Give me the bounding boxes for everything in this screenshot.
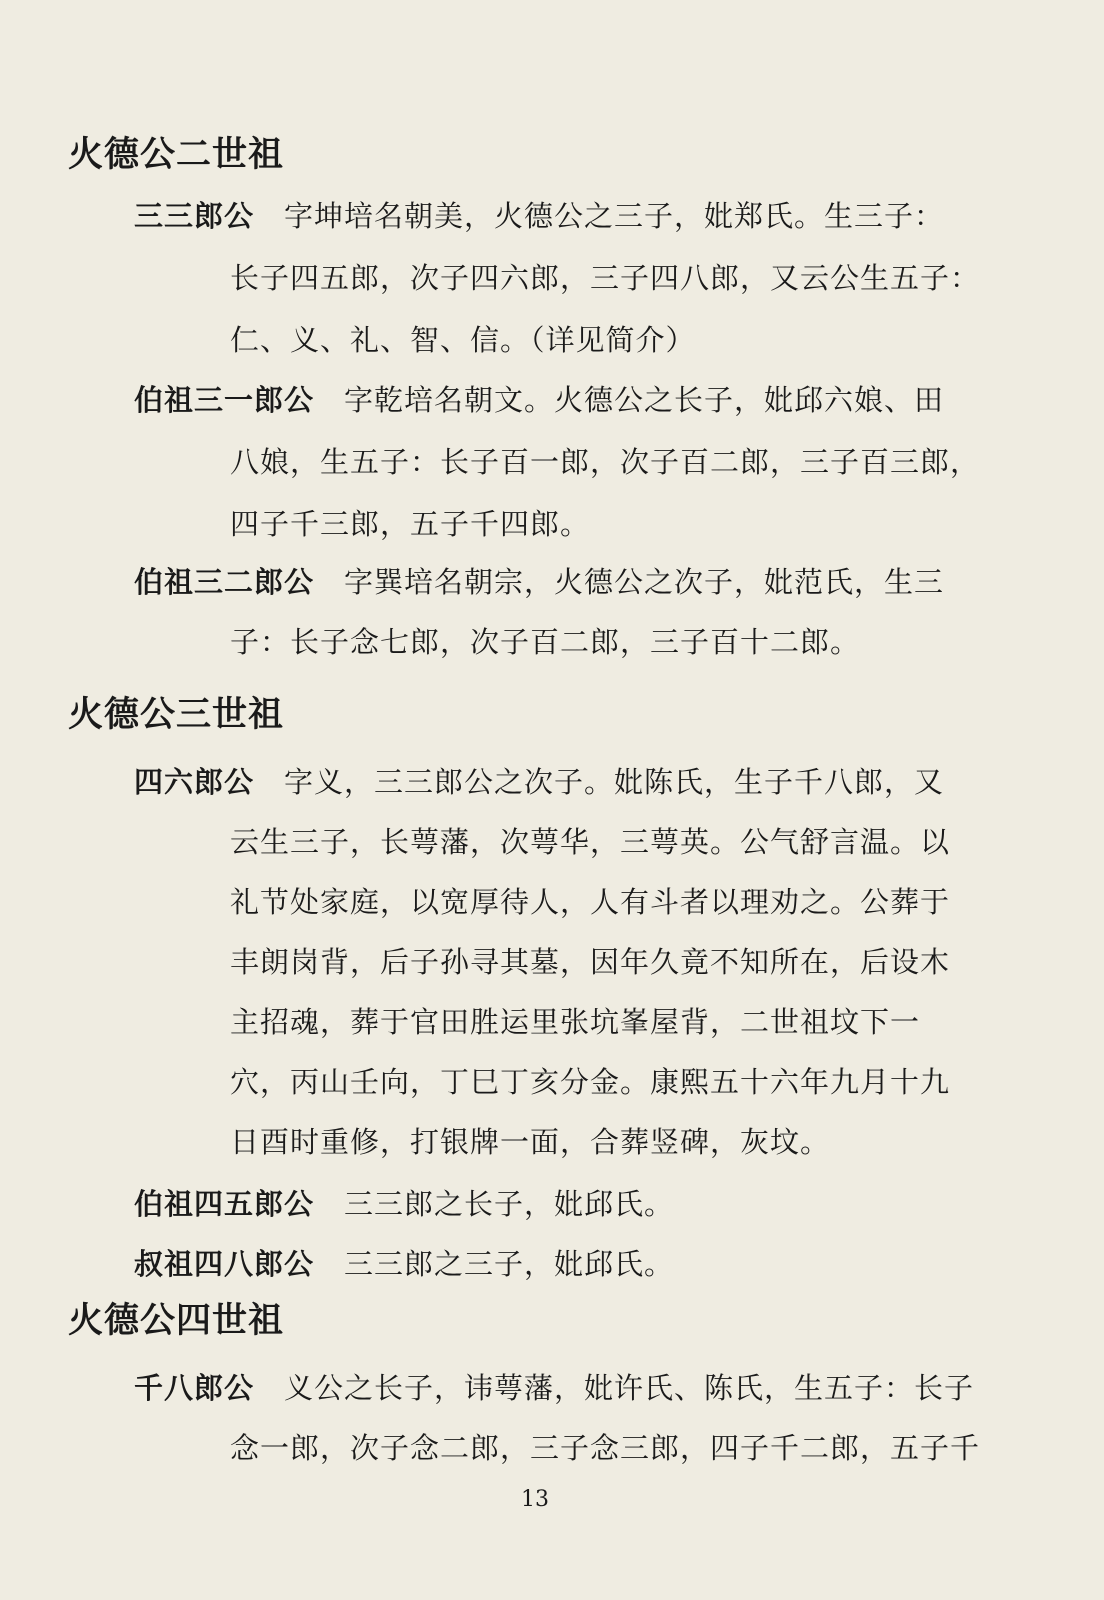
entry-first-line xyxy=(134,196,944,236)
entry-text-line: 日酉时重修，打银牌一面，合葬竖碑，灰坟。 xyxy=(230,1125,831,1159)
entry-text-line: 穴，丙山壬向，丁巳丁亥分金。康熙五十六年九月十九 xyxy=(230,1065,951,1099)
entry-first-line xyxy=(134,380,944,420)
entry-name: 伯祖四五郎公 xyxy=(134,1187,315,1221)
entry-name: 叔祖四八郎公 xyxy=(134,1247,315,1281)
entry-text-line: 念一郎，次子念二郎，三子念三郎，四子千二郎，五子千 xyxy=(230,1431,981,1465)
entry-text-line: 仁、义、礼、智、信。（详见简介） xyxy=(230,323,696,357)
page-number: 13 xyxy=(521,1487,549,1512)
entry-text-line: 长子四五郎，次子四六郎，三子四八郎，又云公生五子： xyxy=(230,261,981,295)
entry-first-line xyxy=(134,562,944,602)
entry-name: 千八郎公 xyxy=(134,1371,255,1405)
entry-first-line xyxy=(134,1244,674,1284)
section-title: 火德公三世祖 xyxy=(68,695,285,735)
section-title: 火德公四世祖 xyxy=(68,1301,285,1341)
entry-text-line: 三三郎之长子，妣邱氏。 xyxy=(344,1187,675,1221)
entry-text-line: 丰朗岗背，后子孙寻其墓，因年久竟不知所在，后设木 xyxy=(230,945,951,979)
entry-text-line: 字坤培名朝美，火德公之三子，妣郑氏。生三子： xyxy=(284,199,945,233)
section-title: 火德公二世祖 xyxy=(68,135,285,175)
entry-name: 伯祖三一郎公 xyxy=(134,383,315,417)
entry-text-line: 四子千三郎，五子千四郎。 xyxy=(230,507,591,541)
entry-text-line: 义公之长子，讳萼藩，妣许氏、陈氏，生五子：长子 xyxy=(284,1371,975,1405)
entry-text-line: 字义，三三郎公之次子。妣陈氏，生子千八郎，又 xyxy=(284,765,945,799)
entry-text-line: 八娘，生五子：长子百一郎，次子百二郎，三子百三郎， xyxy=(230,445,981,479)
entry-first-line xyxy=(134,762,944,802)
entry-text-line: 礼节处家庭，以宽厚待人，人有斗者以理劝之。公葬于 xyxy=(230,885,951,919)
entry-first-line xyxy=(134,1368,974,1408)
entry-name: 伯祖三二郎公 xyxy=(134,565,315,599)
entry-first-line xyxy=(134,1184,674,1224)
entry-text-line: 云生三子，长萼藩，次萼华，三萼英。公气舒言温。以 xyxy=(230,825,951,859)
entry-text-line: 三三郎之三子，妣邱氏。 xyxy=(344,1247,675,1281)
entry-text-line: 子：长子念七郎，次子百二郎，三子百十二郎。 xyxy=(230,625,861,659)
entry-name: 四六郎公 xyxy=(134,765,255,799)
entry-name: 三三郎公 xyxy=(134,199,255,233)
entry-text-line: 字巽培名朝宗，火德公之次子，妣范氏，生三 xyxy=(344,565,945,599)
entry-text-line: 字乾培名朝文。火德公之长子，妣邱六娘、田 xyxy=(344,383,945,417)
entry-text-line: 主招魂，葬于官田胜运里张坑峯屋背，二世祖坟下一 xyxy=(230,1005,921,1039)
